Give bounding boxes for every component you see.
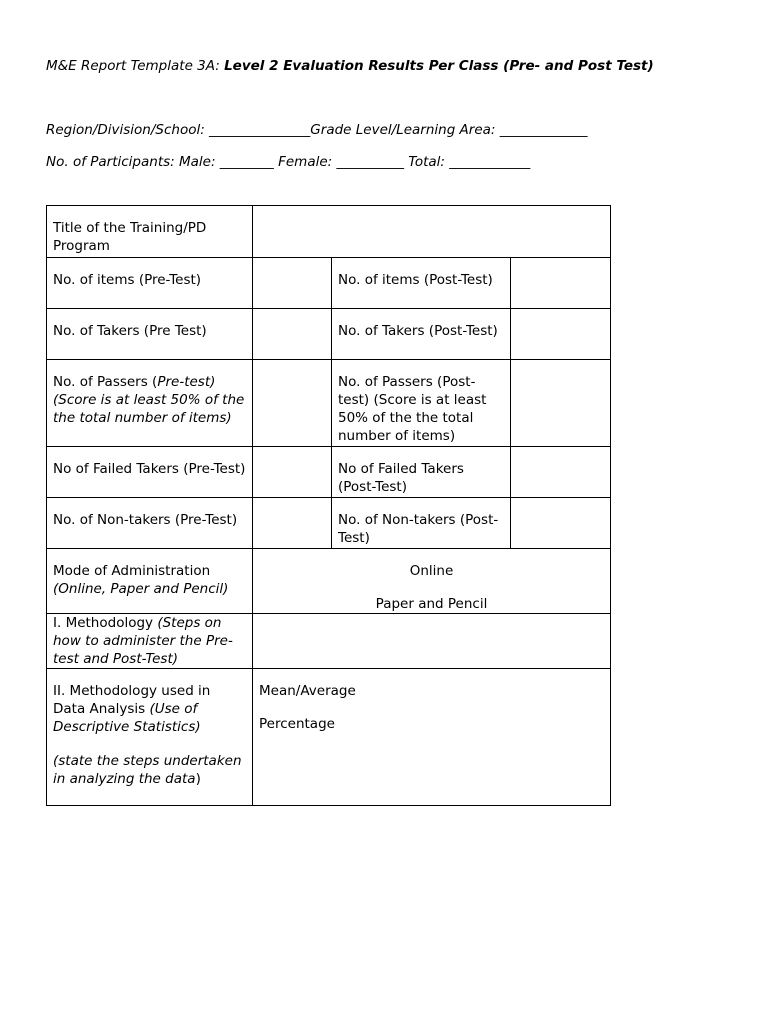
failed-pre-value-cell[interactable] xyxy=(253,447,332,498)
analysis-spacer xyxy=(53,736,246,752)
evaluation-results-table xyxy=(46,205,611,806)
takers-pre-label: No. of Takers (Pre Test) xyxy=(53,323,207,339)
failed-post-label: No of Failed Takers (Post-Test) xyxy=(338,461,464,495)
failed-pre-label: No of Failed Takers (Pre-Test) xyxy=(53,461,246,477)
takers-pre-value-cell[interactable] xyxy=(253,309,332,360)
items-post-label-cell xyxy=(332,258,511,309)
nontakers-post-label-cell xyxy=(332,498,511,549)
training-title-value-cell[interactable] xyxy=(253,206,611,258)
mode-options-cell xyxy=(253,549,611,614)
analysis-hint: (Use of Descriptive Statistics) xyxy=(53,701,201,735)
report-title-main: Level 2 Evaluation Results Per Class (Pre- and Post Test) xyxy=(224,58,654,74)
items-pre-label: No. of items (Pre-Test) xyxy=(53,272,202,288)
report-title xyxy=(46,57,654,75)
participants-line: No. of Participants: Male: ________ Female: __________ Total: ____________ xyxy=(46,154,531,170)
table-row-analysis xyxy=(47,669,611,806)
nontakers-post-value-cell[interactable] xyxy=(511,498,611,549)
mode-hint: (Online, Paper and Pencil) xyxy=(53,581,229,597)
table-row-mode xyxy=(47,549,611,614)
nontakers-post-label: No. of Non-takers (Post-Test) xyxy=(338,512,499,546)
methodology-hint: (Steps on how to administer the Pre-test and Post-Test) xyxy=(53,615,233,667)
passers-pre-label-cell xyxy=(47,360,253,447)
nontakers-pre-label-cell xyxy=(47,498,253,549)
region-grade-line: Region/Division/School: _______________Grade Level/Learning Area: _____________ xyxy=(46,122,588,138)
training-title-label: Title of the Training/PD Program xyxy=(53,220,207,254)
analysis-label: II. Methodology used in Data Analysis xyxy=(53,683,211,717)
table-row-failed xyxy=(47,447,611,498)
mode-option-online[interactable]: Online xyxy=(409,563,454,579)
mode-option-paper[interactable]: Paper and Pencil xyxy=(375,596,488,612)
nontakers-pre-label: No. of Non-takers (Pre-Test) xyxy=(53,512,238,528)
failed-post-value-cell[interactable] xyxy=(511,447,611,498)
methodology-label-cell xyxy=(47,614,253,669)
mode-label: Mode of Administration xyxy=(53,563,211,579)
takers-post-value-cell[interactable] xyxy=(511,309,611,360)
passers-post-label: No. of Passers (Post-test) (Score is at least 50% of the the total number of items) xyxy=(338,374,487,444)
table-row-nontakers xyxy=(47,498,611,549)
analysis-options-cell xyxy=(253,669,611,806)
training-title-label-cell xyxy=(47,206,253,258)
mode-label-cell xyxy=(47,549,253,614)
passers-pre-hint: Pre-test) (Score is at least 50% of the the total number of items) xyxy=(53,374,245,426)
items-pre-label-cell xyxy=(47,258,253,309)
table-row-takers xyxy=(47,309,611,360)
report-title-prefix: M&E Report Template 3A: xyxy=(46,58,225,74)
nontakers-pre-value-cell[interactable] xyxy=(253,498,332,549)
methodology-label: I. Methodology xyxy=(53,615,158,631)
passers-post-label-cell xyxy=(332,360,511,447)
analysis-steps-close: ) xyxy=(195,771,201,787)
failed-pre-label-cell xyxy=(47,447,253,498)
analysis-label-cell xyxy=(47,669,253,806)
items-post-label: No. of items (Post-Test) xyxy=(338,272,493,288)
table-row-training-title xyxy=(47,206,611,258)
table-row-items xyxy=(47,258,611,309)
failed-post-label-cell xyxy=(332,447,511,498)
passers-post-value-cell[interactable] xyxy=(511,360,611,447)
analysis-option-mean[interactable]: Mean/Average xyxy=(259,683,356,699)
items-pre-value-cell[interactable] xyxy=(253,258,332,309)
takers-pre-label-cell xyxy=(47,309,253,360)
table-row-passers xyxy=(47,360,611,447)
table-row-methodology xyxy=(47,614,611,669)
takers-post-label: No. of Takers (Post-Test) xyxy=(338,323,498,339)
analysis-option-percentage[interactable]: Percentage xyxy=(259,716,335,732)
passers-pre-label: No. of Passers ( xyxy=(53,374,158,390)
analysis-steps-hint: (state the steps undertaken in analyzing the data xyxy=(53,753,242,787)
items-post-value-cell[interactable] xyxy=(511,258,611,309)
passers-pre-value-cell[interactable] xyxy=(253,360,332,447)
methodology-value-cell[interactable] xyxy=(253,614,611,669)
takers-post-label-cell xyxy=(332,309,511,360)
